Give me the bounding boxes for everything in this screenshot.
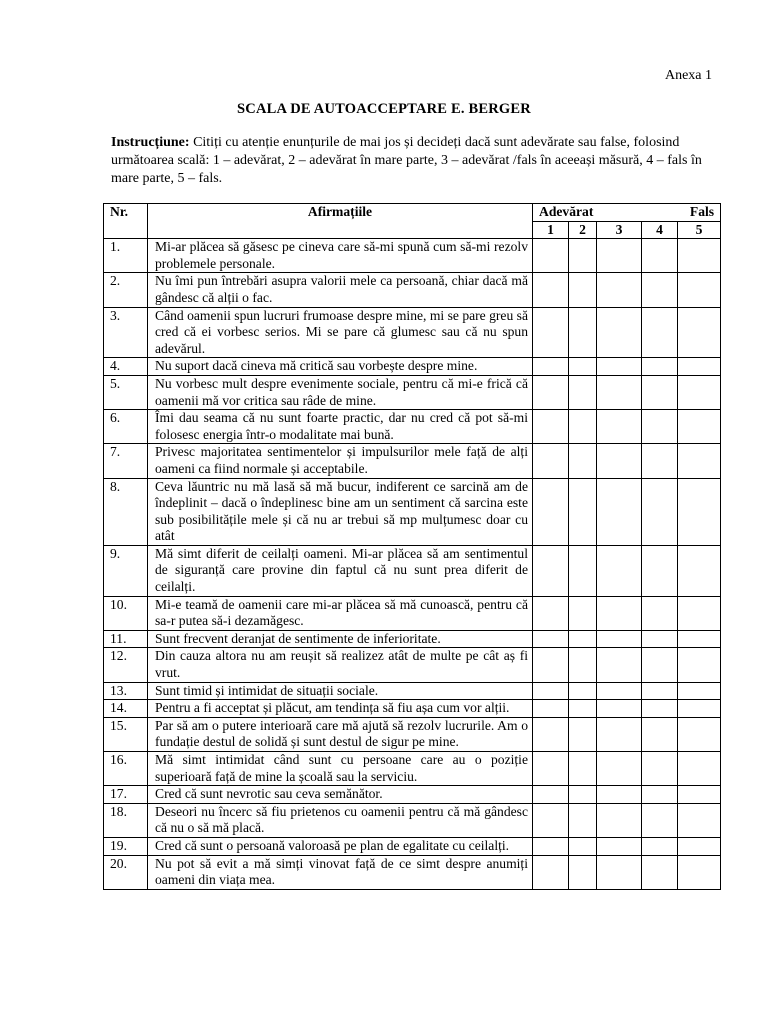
answer-cell-3[interactable] bbox=[597, 630, 642, 648]
table-row bbox=[104, 700, 721, 718]
answer-cell-1[interactable] bbox=[533, 273, 569, 307]
answer-cell-3[interactable] bbox=[597, 410, 642, 444]
row-statement: Îmi dau seama că nu sunt foarte practic, dar nu cred că pot să-mi folosesc energia într-o modalitate mai bună. bbox=[148, 410, 533, 444]
row-statement: Nu îmi pun întrebări asupra valorii mele ca persoană, chiar dacă mă gândesc că alții o fac. bbox=[148, 273, 533, 307]
table-row bbox=[104, 837, 721, 855]
header-scale-5: 5 bbox=[678, 221, 721, 239]
answer-cell-5[interactable] bbox=[678, 273, 721, 307]
row-statement: Cred că sunt o persoană valoroasă pe plan de egalitate cu ceilalți. bbox=[148, 837, 533, 855]
answer-cell-1[interactable] bbox=[533, 752, 569, 786]
answer-cell-3[interactable] bbox=[597, 478, 642, 545]
row-number: 9. bbox=[104, 545, 148, 596]
instructions bbox=[111, 134, 711, 188]
answer-cell-1[interactable] bbox=[533, 596, 569, 630]
answer-cell-4[interactable] bbox=[642, 307, 678, 358]
answer-cell-4[interactable] bbox=[642, 700, 678, 718]
answer-cell-5[interactable] bbox=[678, 717, 721, 751]
answer-cell-5[interactable] bbox=[678, 478, 721, 545]
answer-cell-5[interactable] bbox=[678, 855, 721, 889]
answer-cell-1[interactable] bbox=[533, 786, 569, 804]
answer-cell-3[interactable] bbox=[597, 803, 642, 837]
table-row bbox=[104, 682, 721, 700]
answer-cell-5[interactable] bbox=[678, 648, 721, 682]
answer-cell-5[interactable] bbox=[678, 410, 721, 444]
table-row bbox=[104, 630, 721, 648]
row-statement: Pentru a fi acceptat și plăcut, am tendința să fiu așa cum vor alții. bbox=[148, 700, 533, 718]
row-number: 15. bbox=[104, 717, 148, 751]
answer-cell-2[interactable] bbox=[569, 752, 597, 786]
answer-cell-2[interactable] bbox=[569, 682, 597, 700]
table-row bbox=[104, 444, 721, 478]
row-statement: Din cauza altora nu am reușit să realizez atât de multe pe cât aș fi vrut. bbox=[148, 648, 533, 682]
answer-cell-5[interactable] bbox=[678, 545, 721, 596]
answer-cell-3[interactable] bbox=[597, 717, 642, 751]
row-number: 17. bbox=[104, 786, 148, 804]
answer-cell-1[interactable] bbox=[533, 444, 569, 478]
header-nr: Nr. bbox=[104, 204, 148, 239]
answer-cell-4[interactable] bbox=[642, 837, 678, 855]
row-statement: Deseori nu încerc să fiu prietenos cu oamenii pentru că mă gândesc că nu o să mă placă. bbox=[148, 803, 533, 837]
answer-cell-2[interactable] bbox=[569, 444, 597, 478]
answer-cell-2[interactable] bbox=[569, 273, 597, 307]
row-number: 3. bbox=[104, 307, 148, 358]
header-scale bbox=[533, 204, 721, 222]
table-row bbox=[104, 545, 721, 596]
table-row bbox=[104, 410, 721, 444]
row-number: 10. bbox=[104, 596, 148, 630]
row-statement: Sunt frecvent deranjat de sentimente de inferioritate. bbox=[148, 630, 533, 648]
table-row bbox=[104, 239, 721, 273]
row-statement: Par să am o putere interioară care mă ajută să rezolv lucrurile. Am o fundație destul de solidă și sunt destul de sigur pe mine. bbox=[148, 717, 533, 751]
answer-cell-4[interactable] bbox=[642, 786, 678, 804]
row-number: 11. bbox=[104, 630, 148, 648]
table-row bbox=[104, 596, 721, 630]
answer-cell-5[interactable] bbox=[678, 837, 721, 855]
answer-cell-4[interactable] bbox=[642, 682, 678, 700]
answer-cell-4[interactable] bbox=[642, 358, 678, 376]
scale-false-label: Fals bbox=[689, 204, 715, 219]
row-number: 2. bbox=[104, 273, 148, 307]
answer-cell-2[interactable] bbox=[569, 717, 597, 751]
answer-cell-1[interactable] bbox=[533, 648, 569, 682]
answer-cell-1[interactable] bbox=[533, 717, 569, 751]
answer-cell-1[interactable] bbox=[533, 700, 569, 718]
answer-cell-2[interactable] bbox=[569, 700, 597, 718]
answer-cell-4[interactable] bbox=[642, 239, 678, 273]
instructions-text: Citiți cu atenție enunțurile de mai jos și decideți dacă sunt adevărate sau false, folosind următoarea scală: 1 – adevărat, 2 – adevărat în mare parte, 3 – adevărat /fals în aceeași măsură, 4 – fals în mare parte, 5 – fals. bbox=[111, 135, 702, 186]
answer-cell-5[interactable] bbox=[678, 596, 721, 630]
answer-cell-5[interactable] bbox=[678, 444, 721, 478]
answer-cell-1[interactable] bbox=[533, 410, 569, 444]
answer-cell-4[interactable] bbox=[642, 478, 678, 545]
row-number: 18. bbox=[104, 803, 148, 837]
row-number: 1. bbox=[104, 239, 148, 273]
answer-cell-2[interactable] bbox=[569, 358, 597, 376]
row-number: 8. bbox=[104, 478, 148, 545]
answer-cell-3[interactable] bbox=[597, 545, 642, 596]
table-row bbox=[104, 273, 721, 307]
answer-cell-1[interactable] bbox=[533, 239, 569, 273]
row-number: 7. bbox=[104, 444, 148, 478]
table-row bbox=[104, 855, 721, 889]
answer-cell-1[interactable] bbox=[533, 837, 569, 855]
row-number: 6. bbox=[104, 410, 148, 444]
table-row bbox=[104, 717, 721, 751]
row-number: 16. bbox=[104, 752, 148, 786]
answer-cell-5[interactable] bbox=[678, 630, 721, 648]
answer-cell-2[interactable] bbox=[569, 239, 597, 273]
table-row bbox=[104, 375, 721, 409]
answer-cell-1[interactable] bbox=[533, 682, 569, 700]
answer-cell-5[interactable] bbox=[678, 752, 721, 786]
row-statement: Nu pot să evit a mă simți vinovat față de ce simt despre anumiți oameni din viața mea. bbox=[148, 855, 533, 889]
answer-cell-1[interactable] bbox=[533, 630, 569, 648]
answer-cell-1[interactable] bbox=[533, 855, 569, 889]
header-scale-2: 2 bbox=[569, 221, 597, 239]
row-statement: Ceva lăuntric nu mă lasă să mă bucur, indiferent ce sarcină am de îndeplinit – dacă o îndeplinesc bine am un sentiment că sarcina este sub posibilitățile mele și că nu ar trebui să mp mulțumesc doar cu atât bbox=[148, 478, 533, 545]
answer-cell-3[interactable] bbox=[597, 855, 642, 889]
answer-cell-4[interactable] bbox=[642, 273, 678, 307]
answer-cell-5[interactable] bbox=[678, 239, 721, 273]
answer-cell-2[interactable] bbox=[569, 803, 597, 837]
table-row bbox=[104, 803, 721, 837]
answer-cell-2[interactable] bbox=[569, 410, 597, 444]
row-number: 13. bbox=[104, 682, 148, 700]
row-statement: Nu suport dacă cineva mă critică sau vorbește despre mine. bbox=[148, 358, 533, 376]
answer-cell-2[interactable] bbox=[569, 545, 597, 596]
header-scale-4: 4 bbox=[642, 221, 678, 239]
answer-cell-3[interactable] bbox=[597, 239, 642, 273]
answer-cell-4[interactable] bbox=[642, 410, 678, 444]
answer-cell-5[interactable] bbox=[678, 358, 721, 376]
row-number: 12. bbox=[104, 648, 148, 682]
answer-cell-5[interactable] bbox=[678, 700, 721, 718]
answer-cell-5[interactable] bbox=[678, 786, 721, 804]
table-row bbox=[104, 358, 721, 376]
answer-cell-4[interactable] bbox=[642, 444, 678, 478]
answer-cell-3[interactable] bbox=[597, 752, 642, 786]
answer-cell-4[interactable] bbox=[642, 717, 678, 751]
answer-cell-2[interactable] bbox=[569, 375, 597, 409]
answer-cell-3[interactable] bbox=[597, 786, 642, 804]
answer-cell-3[interactable] bbox=[597, 648, 642, 682]
answer-cell-3[interactable] bbox=[597, 700, 642, 718]
answer-cell-4[interactable] bbox=[642, 855, 678, 889]
table-row bbox=[104, 786, 721, 804]
row-statement: Mă simt intimidat când sunt cu persoane care au o poziție superioară față de mine la școală sau la serviciu. bbox=[148, 752, 533, 786]
answer-cell-1[interactable] bbox=[533, 307, 569, 358]
annex-label: Anexa 1 bbox=[664, 68, 712, 83]
answer-cell-2[interactable] bbox=[569, 855, 597, 889]
answer-cell-5[interactable] bbox=[678, 375, 721, 409]
page-title: SCALA DE AUTOACCEPTARE E. BERGER bbox=[237, 101, 531, 117]
answer-cell-3[interactable] bbox=[597, 358, 642, 376]
answer-cell-3[interactable] bbox=[597, 307, 642, 358]
row-statement: Sunt timid și intimidat de situații sociale. bbox=[148, 682, 533, 700]
row-number: 5. bbox=[104, 375, 148, 409]
table-row bbox=[104, 307, 721, 358]
answer-cell-3[interactable] bbox=[597, 837, 642, 855]
row-number: 4. bbox=[104, 358, 148, 376]
row-statement: Mi-e teamă de oamenii care mi-ar plăcea să mă cunoască, pentru că sa-r putea să-i dezamăgesc. bbox=[148, 596, 533, 630]
answer-cell-3[interactable] bbox=[597, 375, 642, 409]
answer-cell-2[interactable] bbox=[569, 786, 597, 804]
header-statements: Afirmațiile bbox=[148, 204, 533, 239]
row-statement: Nu vorbesc mult despre evenimente sociale, pentru că mi-e frică că oamenii mă vor critica sau râde de mine. bbox=[148, 375, 533, 409]
answer-cell-4[interactable] bbox=[642, 630, 678, 648]
answer-cell-1[interactable] bbox=[533, 545, 569, 596]
answer-cell-4[interactable] bbox=[642, 375, 678, 409]
answer-cell-3[interactable] bbox=[597, 682, 642, 700]
answer-cell-1[interactable] bbox=[533, 358, 569, 376]
table-row bbox=[104, 752, 721, 786]
questionnaire-table bbox=[103, 203, 721, 890]
row-statement: Privesc majoritatea sentimentelor și impulsurilor mele față de alți oameni ca fiind normale și acceptabile. bbox=[148, 444, 533, 478]
answer-cell-2[interactable] bbox=[569, 648, 597, 682]
answer-cell-2[interactable] bbox=[569, 478, 597, 545]
answer-cell-2[interactable] bbox=[569, 596, 597, 630]
answer-cell-4[interactable] bbox=[642, 803, 678, 837]
table-row bbox=[104, 648, 721, 682]
answer-cell-4[interactable] bbox=[642, 752, 678, 786]
answer-cell-3[interactable] bbox=[597, 596, 642, 630]
answer-cell-1[interactable] bbox=[533, 375, 569, 409]
answer-cell-2[interactable] bbox=[569, 837, 597, 855]
row-number: 20. bbox=[104, 855, 148, 889]
answer-cell-2[interactable] bbox=[569, 630, 597, 648]
scale-true-label: Adevărat bbox=[539, 204, 594, 219]
answer-cell-3[interactable] bbox=[597, 444, 642, 478]
answer-cell-4[interactable] bbox=[642, 545, 678, 596]
instructions-label: Instrucțiune: bbox=[111, 135, 190, 150]
answer-cell-1[interactable] bbox=[533, 803, 569, 837]
row-statement: Cred că sunt nevrotic sau ceva semănător. bbox=[148, 786, 533, 804]
answer-cell-5[interactable] bbox=[678, 682, 721, 700]
answer-cell-5[interactable] bbox=[678, 307, 721, 358]
row-statement: Mi-ar plăcea să găsesc pe cineva care să-mi spună cum să-mi rezolv problemele personale. bbox=[148, 239, 533, 273]
answer-cell-2[interactable] bbox=[569, 307, 597, 358]
header-scale-1: 1 bbox=[533, 221, 569, 239]
row-statement: Mă simt diferit de ceilalți oameni. Mi-ar plăcea să am sentimentul de siguranță care provine din faptul că nu sunt prea diferit de ceilalți. bbox=[148, 545, 533, 596]
answer-cell-1[interactable] bbox=[533, 478, 569, 545]
answer-cell-4[interactable] bbox=[642, 648, 678, 682]
answer-cell-3[interactable] bbox=[597, 273, 642, 307]
header-scale-3: 3 bbox=[597, 221, 642, 239]
answer-cell-5[interactable] bbox=[678, 803, 721, 837]
table-row bbox=[104, 478, 721, 545]
row-number: 14. bbox=[104, 700, 148, 718]
row-statement: Când oamenii spun lucruri frumoase despre mine, mi se pare greu să cred că ei vorbesc serios. Mi se pare că glumesc sau că nu spun adevărul. bbox=[148, 307, 533, 358]
row-number: 19. bbox=[104, 837, 148, 855]
answer-cell-4[interactable] bbox=[642, 596, 678, 630]
